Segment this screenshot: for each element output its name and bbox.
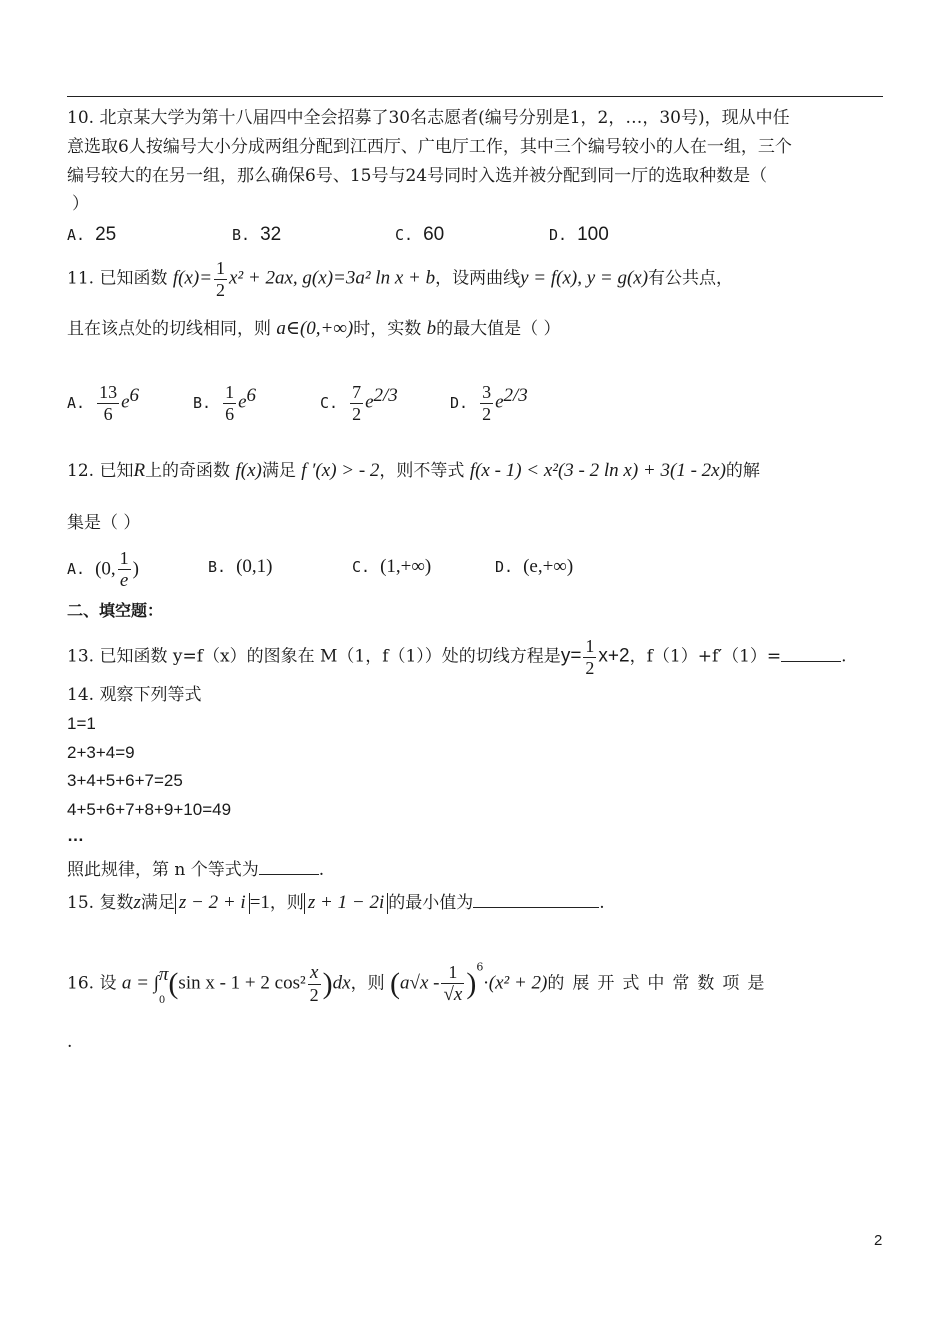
q15-line: 15. 复数z满足 z − 2 + i =1，则 z + 1 − 2i 的最小值为 . bbox=[67, 892, 605, 913]
q10-option-c: C. 60 bbox=[395, 224, 445, 245]
q11-line-1: 11. 已知函数 f(x)= $\frac{1}{2}$ x² + 2ax, g(x)=3a² ln x + b，设两曲线y = f(x), y = g(x)有公共点， bbox=[67, 258, 734, 300]
q10-option-a: A. 25 bbox=[67, 224, 117, 245]
q11-option-c: C. $\frac{7}{2}$ $e^{2/3}$ bbox=[320, 382, 398, 424]
fraction: $\frac{1}{2}$ bbox=[216, 258, 226, 300]
q14-equation-4: 4+5+6+7+8+9+10=49 bbox=[67, 800, 232, 819]
q13-answer-blank[interactable] bbox=[781, 644, 841, 662]
q12-option-c: C. (1,+∞) bbox=[352, 556, 432, 577]
q14-title: 14. 观察下列等式 bbox=[67, 685, 202, 705]
q16-line: 16. 设 a = ∫ π 0 (sin x - 1 + 2 cos² $\frac{x}{2}$ )dx，则 (a√x - $\frac{1}{√x}$ )$^6$·(x² + 2)的展开式中常数项是 bbox=[67, 958, 883, 1010]
q12-line-1: 12. 已知R上的奇函数 f(x)满足 f ′(x) > - 2，则不等式 f(x - 1) < x²(3 - 2 ln x) + 3(1 - 2x)的解 bbox=[67, 460, 760, 481]
q11-option-d: D. $\frac{3}{2}$ $e^{2/3}$ bbox=[450, 382, 528, 424]
q14-tail: 照此规律，第 n 个等式为 . bbox=[67, 857, 324, 880]
q12-option-d: D. (e,+∞) bbox=[495, 556, 574, 577]
q14-equation-3: 3+4+5+6+7=25 bbox=[67, 771, 183, 790]
top-rule bbox=[67, 96, 883, 97]
q13-line: 13. 已知函数 y=f（x）的图象在 M（1，f（1））处的切线方程是y= $\frac{1}{2}$ x+2，f（1）+f′（1）= . bbox=[67, 636, 847, 678]
paren-close: ) bbox=[322, 967, 333, 1001]
q12-line-2: 集是（ ） bbox=[67, 513, 141, 533]
q14-equation-1: 1=1 bbox=[67, 714, 96, 733]
q11-option-b: B. $\frac{1}{6}$ $e^6$ bbox=[193, 382, 256, 424]
q14-answer-blank[interactable] bbox=[259, 857, 319, 875]
q10-line-1: 10. 北京某大学为第十八届四中全会招募了30名志愿者(编号分别是1，2，…，30号)，现从中任 bbox=[67, 108, 790, 128]
q15-answer-blank[interactable] bbox=[473, 890, 599, 908]
q10-option-d: D. 100 bbox=[549, 224, 609, 245]
q12-option-a: A. (0, $\frac{1}{e}$ ) bbox=[67, 548, 139, 591]
integral-limits: π 0 bbox=[158, 964, 169, 1007]
section-heading-fill-in: 二、填空题： bbox=[67, 601, 164, 620]
q10-line-4: ） bbox=[72, 194, 89, 214]
page-number: 2 bbox=[874, 1232, 883, 1249]
paren-open: ( bbox=[168, 967, 179, 1001]
q12-option-b: B. (0,1) bbox=[208, 556, 273, 577]
abs-expression-1: z − 2 + i bbox=[175, 893, 250, 914]
q10-line-3: 编号较大的在另一组，那么确保6号、15号与24号同时入选并被分配到同一厅的选取种数是（ bbox=[67, 166, 768, 186]
q14-equation-2: 2+3+4=9 bbox=[67, 743, 135, 762]
q14-ellipsis: … bbox=[67, 826, 84, 845]
abs-expression-2: z + 1 − 2i bbox=[304, 893, 388, 914]
q10-line-2: 意选取6人按编号大小分成两组分配到江西厅、广电厅工作，其中三个编号较小的人在一组，三个 bbox=[67, 137, 792, 157]
q16-end-dot: . bbox=[67, 1032, 73, 1052]
q10-option-b: B. 32 bbox=[232, 224, 282, 245]
q11-option-a: A. $\frac{13}{6}$ $e^6$ bbox=[67, 382, 139, 424]
q11-line-2: 且在该点处的切线相同，则 a∈(0,+∞)时，实数 b的最大值是（ ） bbox=[67, 318, 561, 339]
